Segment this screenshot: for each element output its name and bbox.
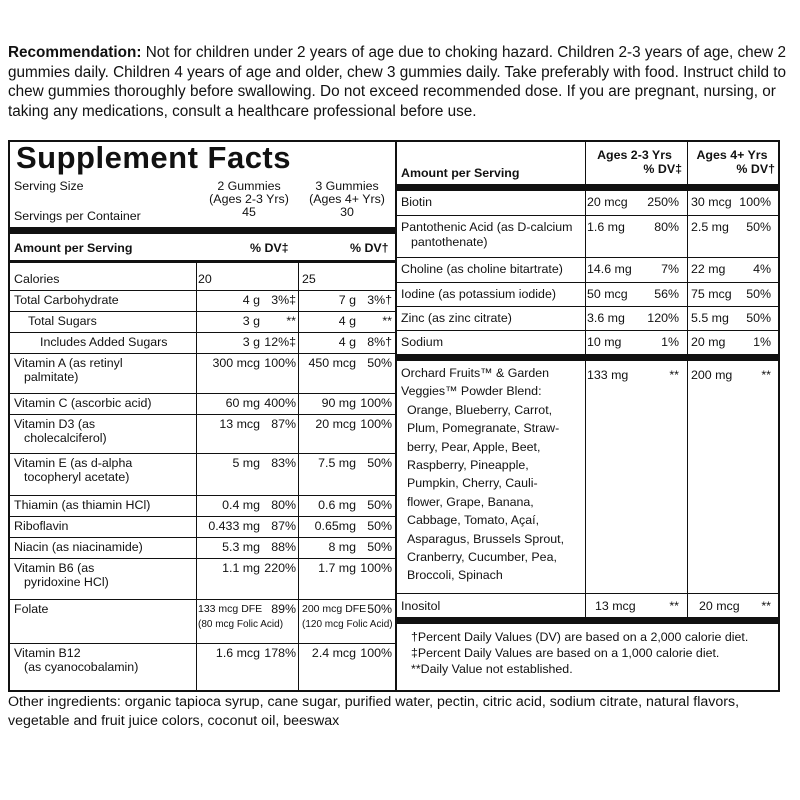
nutrient-name: Vitamin A (as retinyl bbox=[14, 356, 123, 370]
col-a-ages: (Ages 2-3 Yrs) bbox=[209, 192, 289, 206]
amount-b: 4 g bbox=[338, 335, 356, 349]
row-rule bbox=[397, 257, 778, 258]
nutrient-name: Iodine (as potassium iodide) bbox=[401, 287, 556, 301]
inositol-name: Inositol bbox=[401, 599, 441, 613]
nutrient-name: Folate bbox=[14, 602, 49, 616]
dv-a: 7% bbox=[661, 262, 679, 276]
dv-b: 50% bbox=[746, 311, 771, 325]
dv-a: 12%‡ bbox=[264, 335, 296, 349]
blend-line: Veggies™ Powder Blend: bbox=[401, 384, 542, 399]
dv-a: 120% bbox=[647, 311, 679, 325]
recommendation-label: Recommendation: bbox=[8, 44, 142, 61]
right-thick-rule-3 bbox=[397, 617, 778, 624]
amount-b: 2.4 mcg bbox=[311, 646, 356, 660]
right-thick-rule-2 bbox=[397, 354, 778, 361]
amount-b: 22 mg bbox=[691, 262, 726, 276]
row-rule bbox=[397, 330, 778, 331]
dv-b: 50% bbox=[367, 602, 392, 616]
recommendation-body: Not for children under 2 years of age due to choking hazard. Children 2-3 years of age, chew 2 gummies daily. Children 4 years of age and older, chew 3 gummies daily. Take preferably with food. Instruct child to chew gummies thoroughly before swallowing. Do not exceed recommended dose. If you are pregnant, nursing, or taking any medications, consult a healthcare professional before use. bbox=[8, 44, 786, 120]
inositol-amount-b: 20 mcg bbox=[699, 599, 740, 613]
row-rule bbox=[10, 332, 395, 333]
dv-b: 100% bbox=[360, 646, 392, 660]
blend-line: Pumpkin, Cherry, Cauli- bbox=[407, 476, 538, 491]
dv-a: 250% bbox=[647, 195, 679, 209]
nutrient-name-cont: (as cyanocobalamin) bbox=[24, 660, 139, 674]
nutrient-name: Total Carbohydrate bbox=[14, 293, 119, 307]
nutrient-name: Niacin (as niacinamide) bbox=[14, 540, 143, 554]
amount-b: 5.5 mg bbox=[691, 311, 729, 325]
right-head-a2: % DV‡ bbox=[643, 162, 682, 176]
nutrient-name: Sodium bbox=[401, 335, 444, 349]
row-rule bbox=[397, 593, 778, 594]
dv-b: ** bbox=[382, 314, 392, 328]
inositol-dv-a: ** bbox=[669, 599, 679, 613]
dv-b: 8%† bbox=[367, 335, 392, 349]
row-rule bbox=[397, 215, 778, 216]
col-a-servings: 45 bbox=[242, 205, 256, 219]
inositol-dv-b: ** bbox=[761, 599, 771, 613]
nutrient-name: Vitamin B12 bbox=[14, 646, 81, 660]
dv-a: 83% bbox=[271, 456, 296, 470]
dv-a: 56% bbox=[654, 287, 679, 301]
col-divider-a bbox=[585, 142, 586, 617]
amount-b: 2.5 mg bbox=[691, 220, 729, 234]
nutrient-name-cont: tocopheryl acetate) bbox=[24, 470, 130, 484]
blend-line: Asparagus, Brussels Sprout, bbox=[407, 531, 565, 546]
footnote: †Percent Daily Values (DV) are based on a 2,000 calorie diet. bbox=[411, 630, 749, 644]
amount-a: 20 bbox=[198, 272, 212, 286]
dv-a: ** bbox=[286, 314, 296, 328]
row-rule bbox=[10, 393, 395, 394]
amount-b: 20 mg bbox=[691, 335, 726, 349]
dv-b: 50% bbox=[367, 519, 392, 533]
footnote: ‡Percent Daily Values are based on a 1,000 calorie diet. bbox=[411, 646, 720, 660]
dv-b: 50% bbox=[367, 498, 392, 512]
dv-b: 1% bbox=[753, 335, 771, 349]
dv-b-header: % DV† bbox=[350, 241, 389, 255]
amount-b: 0.6 mg bbox=[318, 498, 356, 512]
dv-a: 400% bbox=[264, 396, 296, 410]
row-rule bbox=[10, 290, 395, 291]
dv-b: 50% bbox=[367, 540, 392, 554]
right-column bbox=[397, 142, 778, 690]
col-b-size: 3 Gummies bbox=[315, 179, 379, 193]
amount-b: 450 mcg bbox=[308, 356, 356, 370]
dv-a: 220% bbox=[264, 561, 296, 575]
dv-b: 100% bbox=[739, 195, 771, 209]
amount-b: 1.7 mg bbox=[318, 561, 356, 575]
amount-b: 30 mcg bbox=[691, 195, 732, 209]
right-thick-rule bbox=[397, 184, 778, 191]
blend-line: Cranberry, Cucumber, Pea, bbox=[407, 550, 557, 564]
amount-b: 4 g bbox=[338, 314, 356, 328]
blend-line: Raspberry, Pineapple, bbox=[407, 458, 529, 472]
nutrient-name: Total Sugars bbox=[28, 314, 97, 328]
inositol-amount-a: 13 mcg bbox=[595, 599, 636, 613]
amount-header: Amount per Serving bbox=[14, 241, 133, 255]
facts-title: Supplement Facts bbox=[16, 140, 291, 175]
medium-rule bbox=[10, 260, 395, 263]
blend-amount-b: 200 mg bbox=[691, 368, 733, 382]
amount-a: 3.6 mg bbox=[587, 311, 625, 325]
right-head-b1: Ages 4+ Yrs bbox=[696, 148, 768, 162]
blend-line: Cabbage, Tomato, Açaí, bbox=[407, 513, 540, 528]
row-rule bbox=[10, 599, 395, 600]
dv-a: 178% bbox=[264, 646, 296, 660]
row-rule bbox=[10, 495, 395, 496]
amount-a: 133 mcg DFE bbox=[198, 603, 263, 615]
dv-b: 100% bbox=[360, 396, 392, 410]
amount-a: 0.433 mg bbox=[208, 519, 260, 533]
amount-b: 7.5 mg bbox=[318, 456, 356, 470]
row-rule bbox=[10, 311, 395, 312]
supplement-facts-panel bbox=[8, 140, 780, 692]
dv-b: 50% bbox=[367, 456, 392, 470]
blend-line: berry, Pear, Apple, Beet, bbox=[407, 439, 541, 454]
amount-b: 0.65mg bbox=[314, 519, 356, 533]
dv-a: 3%‡ bbox=[271, 293, 296, 307]
amount-a: 50 mcg bbox=[587, 287, 628, 301]
dv-b: 50% bbox=[367, 356, 392, 370]
dv-a-header: % DV‡ bbox=[250, 241, 289, 255]
amount-b: 20 mcg bbox=[315, 417, 356, 431]
nutrient-name: Vitamin C (ascorbic acid) bbox=[14, 396, 152, 410]
amount-a: 1.1 mg bbox=[222, 561, 260, 575]
row-rule bbox=[10, 353, 395, 354]
nutrient-name: Vitamin E (as d-alpha bbox=[14, 456, 133, 470]
dv-b: 4% bbox=[753, 262, 771, 276]
amount-b: 90 mg bbox=[321, 396, 356, 410]
nutrient-name: Zinc (as zinc citrate) bbox=[401, 311, 512, 325]
dv-a: 87% bbox=[271, 519, 296, 533]
col-b-ages: (Ages 4+ Yrs) bbox=[309, 192, 385, 206]
amount-a: 14.6 mg bbox=[587, 262, 632, 276]
row-rule bbox=[10, 516, 395, 517]
dv-b: 3%† bbox=[367, 293, 392, 307]
servings-label: Servings per Container bbox=[14, 209, 141, 223]
recommendation-text bbox=[8, 43, 792, 121]
nutrient-name: Pantothenic Acid (as D-calcium bbox=[401, 220, 573, 234]
dv-a: 1% bbox=[661, 335, 679, 349]
nutrient-name: Thiamin (as thiamin HCl) bbox=[14, 498, 151, 512]
right-head-a1: Ages 2-3 Yrs bbox=[597, 148, 672, 162]
dv-a: 100% bbox=[264, 356, 296, 370]
nutrient-name: Calories bbox=[14, 272, 60, 286]
blend-amount-a: 133 mg bbox=[587, 368, 629, 382]
blend-dv-b: ** bbox=[761, 368, 771, 382]
blend-line: Broccoli, Spinach bbox=[407, 568, 503, 583]
row-rule bbox=[10, 558, 395, 559]
nutrient-name-cont: pyridoxine HCl) bbox=[24, 575, 109, 589]
amount-a: 3 g bbox=[242, 335, 260, 349]
left-column bbox=[10, 142, 397, 690]
dv-b: 100% bbox=[360, 417, 392, 431]
dv-a: 87% bbox=[271, 417, 296, 431]
amount-b: 200 mcg DFE bbox=[302, 603, 367, 615]
row-rule bbox=[10, 414, 395, 415]
dv-a: 88% bbox=[271, 540, 296, 554]
dv-a: 89% bbox=[271, 602, 296, 616]
right-amount-header: Amount per Serving bbox=[401, 166, 520, 180]
amount-b: 7 g bbox=[338, 293, 356, 307]
other-ingredients: Other ingredients: organic tapioca syrup, cane sugar, purified water, pectin, citric acid, sodium citrate, natural flavors, vegetable and fruit juice colors, coconut oil, beeswax bbox=[8, 694, 740, 729]
dv-b: 100% bbox=[360, 561, 392, 575]
row-rule bbox=[397, 306, 778, 307]
nutrient-name-cont: pantothenate) bbox=[411, 235, 488, 249]
amount-b: 25 bbox=[302, 272, 316, 286]
serving-size-label: Serving Size bbox=[14, 179, 84, 193]
nutrient-name: Choline (as choline bitartrate) bbox=[401, 262, 563, 276]
blend-dv-a: ** bbox=[669, 368, 679, 382]
nutrient-name-cont: cholecalciferol) bbox=[24, 431, 107, 445]
nutrient-name-cont: palmitate) bbox=[24, 370, 79, 384]
col-a-size: 2 Gummies bbox=[217, 179, 281, 193]
blend-line: Plum, Pomegranate, Straw- bbox=[407, 421, 560, 436]
blend-line: flower, Grape, Banana, bbox=[407, 494, 534, 509]
amount-a: 0.4 mg bbox=[222, 498, 260, 512]
amount-a: 1.6 mcg bbox=[215, 646, 260, 660]
row-rule bbox=[10, 537, 395, 538]
thick-rule bbox=[10, 227, 395, 234]
col-divider-b bbox=[298, 263, 299, 690]
amount-b: 8 mg bbox=[328, 540, 356, 554]
nutrient-name: Vitamin B6 (as bbox=[14, 561, 95, 575]
amount-a: 300 mcg bbox=[212, 356, 260, 370]
amount-a: 13 mcg bbox=[219, 417, 260, 431]
row-rule bbox=[10, 453, 395, 454]
amount-a: 1.6 mg bbox=[587, 220, 625, 234]
amount-a: 60 mg bbox=[225, 396, 260, 410]
folic-b: (120 mcg Folic Acid) bbox=[302, 619, 393, 630]
amount-a: 20 mcg bbox=[587, 195, 628, 209]
footnote: **Daily Value not established. bbox=[411, 662, 573, 676]
folic-a: (80 mcg Folic Acid) bbox=[198, 619, 284, 630]
amount-a: 4 g bbox=[242, 293, 260, 307]
nutrient-name: Biotin bbox=[401, 195, 432, 209]
blend-line: Orange, Blueberry, Carrot, bbox=[407, 402, 553, 417]
nutrient-name: Riboflavin bbox=[14, 519, 69, 533]
dv-a: 80% bbox=[271, 498, 296, 512]
row-rule bbox=[397, 282, 778, 283]
amount-b: 75 mcg bbox=[691, 287, 732, 301]
blend-line: Orchard Fruits™ & Garden bbox=[401, 366, 550, 380]
right-head-b2: % DV† bbox=[736, 162, 775, 176]
amount-a: 5.3 mg bbox=[222, 540, 260, 554]
col-b-servings: 30 bbox=[340, 205, 354, 219]
row-rule bbox=[10, 643, 395, 644]
dv-a: 80% bbox=[654, 220, 679, 234]
dv-b: 50% bbox=[746, 220, 771, 234]
amount-a: 3 g bbox=[242, 314, 260, 328]
col-divider-b bbox=[687, 142, 688, 617]
amount-a: 5 mg bbox=[232, 456, 260, 470]
nutrient-name: Vitamin D3 (as bbox=[14, 417, 96, 431]
dv-b: 50% bbox=[746, 287, 771, 301]
col-divider-a bbox=[196, 263, 197, 690]
amount-a: 10 mg bbox=[587, 335, 622, 349]
nutrient-name: Includes Added Sugars bbox=[40, 335, 168, 349]
